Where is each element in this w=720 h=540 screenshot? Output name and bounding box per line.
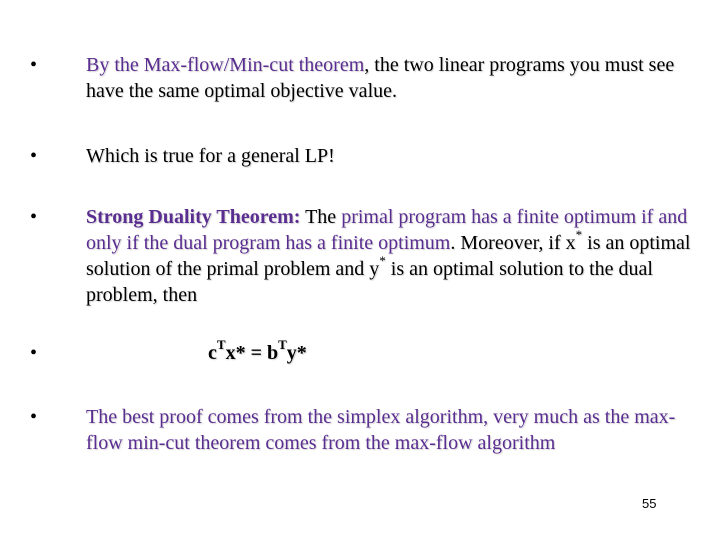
finite-optimum-statement: primal program has a finite optimum if and only if the dual program has a finite optimum bbox=[86, 206, 688, 254]
strong-duality-heading: Strong Duality Theorem: bbox=[86, 206, 301, 228]
bullet-text: The bbox=[300, 206, 342, 228]
bullet-item-general-lp bbox=[86, 143, 696, 169]
formula-text: x* = b bbox=[225, 342, 279, 364]
bullet-marker: • bbox=[30, 54, 38, 76]
transpose-superscript: T bbox=[278, 337, 287, 353]
transpose-superscript: T bbox=[216, 337, 226, 353]
bullet-text: is an optimal solution of the primal problem and y bbox=[86, 232, 691, 280]
bullet-item-simplex-proof bbox=[86, 404, 696, 456]
star-superscript: * bbox=[575, 227, 583, 243]
bullet-item-strong-duality bbox=[86, 204, 696, 308]
bullet-marker: • bbox=[30, 406, 38, 428]
bullet-text: , the two linear programs you must see have the same optimal objective value. bbox=[86, 54, 675, 102]
bullet-marker: • bbox=[30, 145, 38, 167]
duality-equation bbox=[208, 337, 307, 366]
bullet-text: is an optimal solution to the dual problem, then bbox=[86, 258, 653, 306]
formula-text: y* bbox=[286, 342, 307, 364]
bullet-marker: • bbox=[30, 206, 38, 228]
bullet-marker: • bbox=[30, 342, 38, 364]
page-number: 55 bbox=[642, 496, 657, 511]
bullet-text: The best proof comes from the simplex algorithm, very much as the max-flow min-cut theorem comes from the max-flow algorithm bbox=[86, 406, 676, 454]
bullet-text: Which is true for a general LP! bbox=[86, 145, 335, 167]
maxflow-mincut-theorem-text: By the Max-flow/Min-cut theorem bbox=[86, 54, 365, 76]
star-superscript: * bbox=[379, 253, 386, 269]
bullet-item-maxflow-mincut bbox=[86, 52, 696, 104]
bullet-text: . Moreover, if x bbox=[450, 232, 576, 254]
formula-text: c bbox=[208, 342, 217, 364]
